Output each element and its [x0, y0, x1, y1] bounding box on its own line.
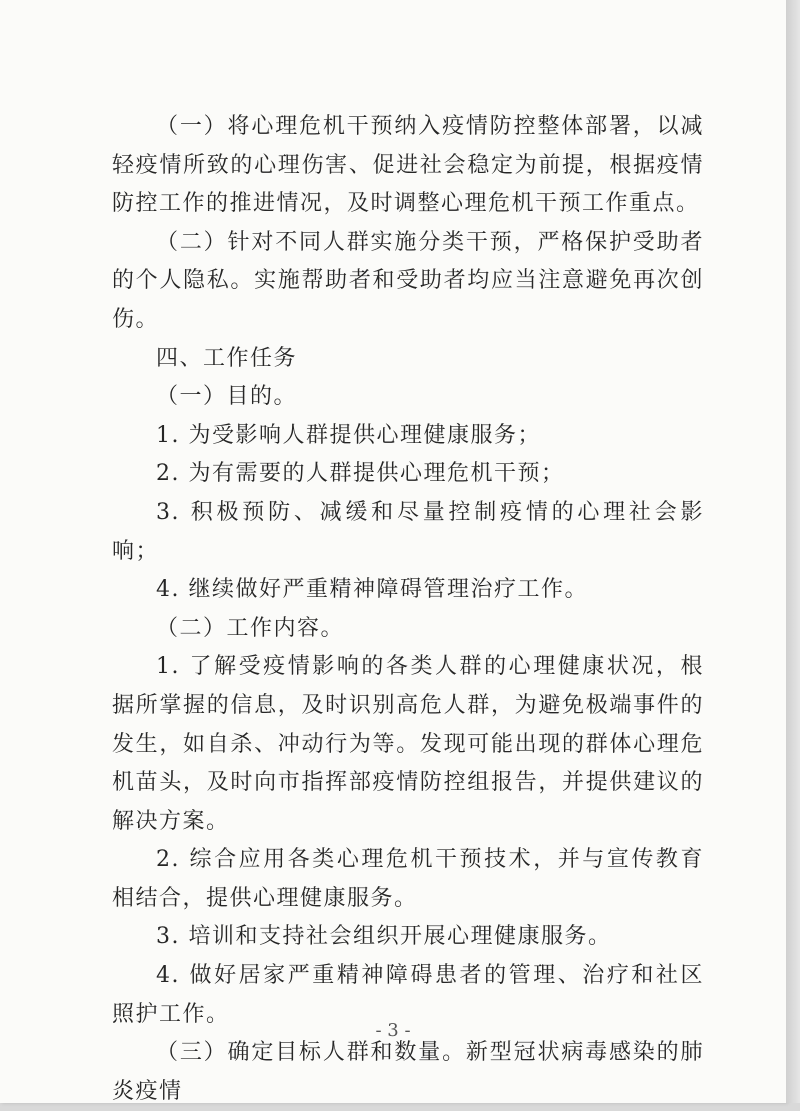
- paragraph-principle-2: （二）针对不同人群实施分类干预，严格保护受助者的个人隐私。实施帮助者和受助者均应当注意避免再次创伤。: [112, 229, 704, 332]
- work-content-item-2: 2. 综合应用各类心理危机干预技术，并与宣传教育相结合，提供心理健康服务。: [112, 847, 704, 911]
- work-content-item-3: 3. 培训和支持社会组织开展心理健康服务。: [156, 924, 612, 950]
- subsection-heading-work-content: （二）工作内容。: [156, 615, 345, 641]
- work-content-item-4: 4. 做好居家严重精神障碍患者的管理、治疗和社区照护工作。: [112, 963, 704, 1027]
- work-content-item-1: 1. 了解受疫情影响的各类人群的心理健康状况，根据所掌握的信息，及时识别高危人群，为避免极端事件的发生，如自杀、冲动行为等。发现可能出现的群体心理危机苗头，及时向市指挥部疫情防控组报告，并提供建议的解决方案。: [112, 654, 704, 834]
- subsection-heading-purpose: （一）目的。: [156, 384, 298, 410]
- paragraph-target-groups: （三）确定目标人群和数量。新型冠状病毒感染的肺炎疫情: [112, 1040, 704, 1104]
- paragraph-principle-1: （一）将心理危机干预纳入疫情防控整体部署，以减轻疫情所致的心理伤害、促进社会稳定为前提，根据疫情防控工作的推进情况，及时调整心理危机干预工作重点。: [112, 114, 704, 217]
- purpose-item-3: 3. 积极预防、减缓和尽量控制疫情的心理社会影响；: [112, 499, 704, 564]
- document-body: [112, 108, 704, 1111]
- page-edge-shadow: [786, 0, 800, 1103]
- page-number: - 3 -: [375, 1020, 411, 1041]
- purpose-item-2: 2. 为有需要的人群提供心理危机干预；: [156, 461, 565, 487]
- purpose-item-4: 4. 继续做好严重精神障碍管理治疗工作。: [156, 577, 588, 603]
- purpose-item-1: 1. 为受影响人群提供心理健康服务；: [156, 422, 541, 448]
- section-heading-work-tasks: 四、工作任务: [156, 345, 298, 371]
